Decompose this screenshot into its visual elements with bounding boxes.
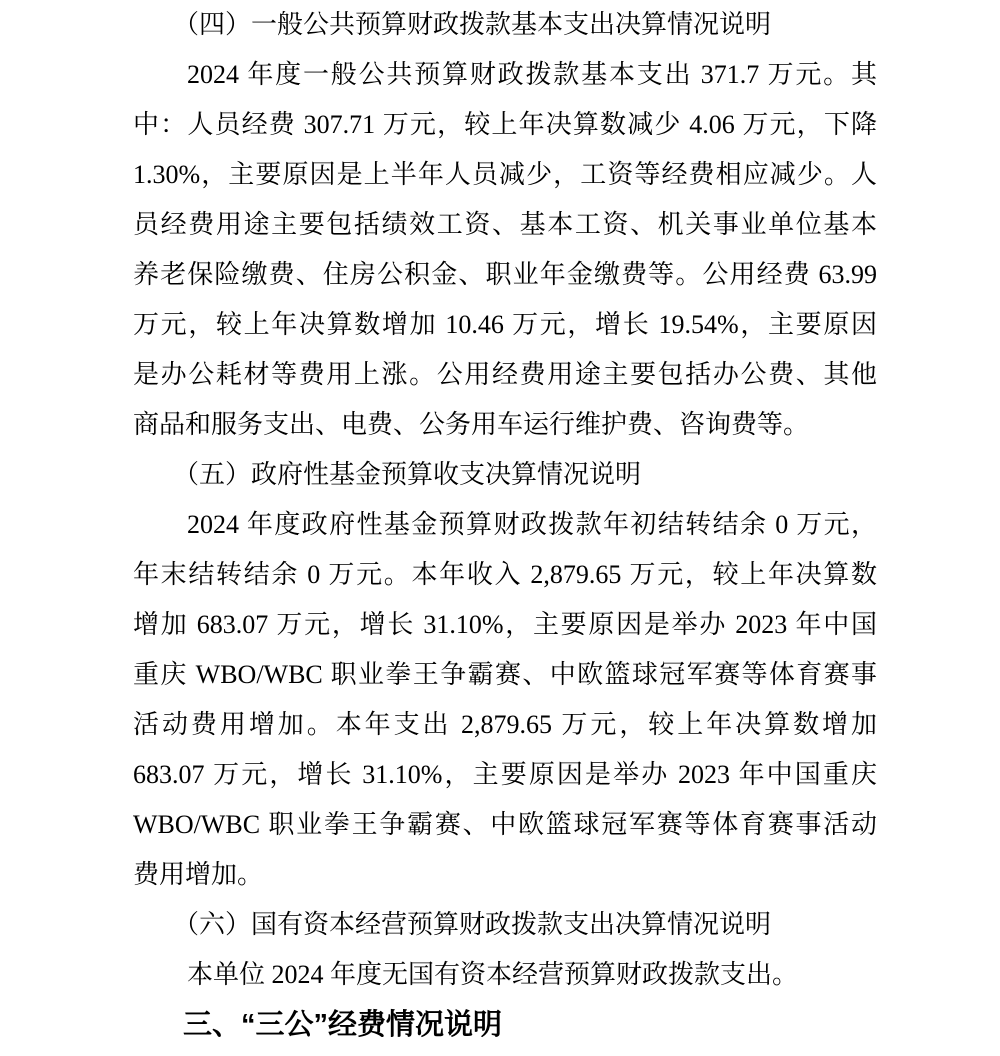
- paragraph-line: 是办公耗材等费用上涨。公用经费用途主要包括办公费、其他: [133, 360, 877, 389]
- paragraph-line: WBO/WBC 职业拳王争霸赛、中欧篮球冠军赛等体育赛事活动: [133, 810, 877, 839]
- paragraph-line: 中：人员经费 307.71 万元，较上年决算数减少 4.06 万元，下降: [133, 110, 877, 139]
- sub-heading-5: （五）政府性基金预算收支决算情况说明: [173, 460, 642, 489]
- section-title-3: 三、“三公”经费情况说明: [183, 1009, 503, 1041]
- paragraph-line: 商品和服务支出、电费、公务用车运行维护费、咨询费等。: [133, 410, 810, 439]
- paragraph-line: 增加 683.07 万元，增长 31.10%，主要原因是举办 2023 年中国: [133, 610, 877, 639]
- paragraph-line: 2024 年度政府性基金预算财政拨款年初结转结余 0 万元，: [187, 510, 877, 539]
- paragraph-line: 养老保险缴费、住房公积金、职业年金缴费等。公用经费 63.99: [133, 260, 877, 289]
- paragraph-line: 2024 年度一般公共预算财政拨款基本支出 371.7 万元。其: [187, 60, 877, 89]
- sub-heading-6: （六）国有资本经营预算财政拨款支出决算情况说明: [173, 910, 772, 939]
- sub-heading-4: （四）一般公共预算财政拨款基本支出决算情况说明: [173, 10, 772, 39]
- paragraph-line: 1.30%，主要原因是上半年人员减少，工资等经费相应减少。人: [133, 160, 877, 189]
- paragraph-line: 活动费用增加。本年支出 2,879.65 万元，较上年决算数增加: [133, 710, 877, 739]
- paragraph-line: 员经费用途主要包括绩效工资、基本工资、机关事业单位基本: [133, 210, 877, 239]
- paragraph-line: 万元，较上年决算数增加 10.46 万元，增长 19.54%，主要原因: [133, 310, 877, 339]
- document-text-block: [133, 0, 877, 1050]
- paragraph-line: 本单位 2024 年度无国有资本经营预算财政拨款支出。: [187, 960, 799, 989]
- paragraph-line: 重庆 WBO/WBC 职业拳王争霸赛、中欧篮球冠军赛等体育赛事: [133, 660, 877, 689]
- paragraph-line: 683.07 万元，增长 31.10%，主要原因是举办 2023 年中国重庆: [133, 760, 877, 789]
- paragraph-line: 费用增加。: [133, 860, 264, 889]
- paragraph-line: 年末结转结余 0 万元。本年收入 2,879.65 万元，较上年决算数: [133, 560, 877, 589]
